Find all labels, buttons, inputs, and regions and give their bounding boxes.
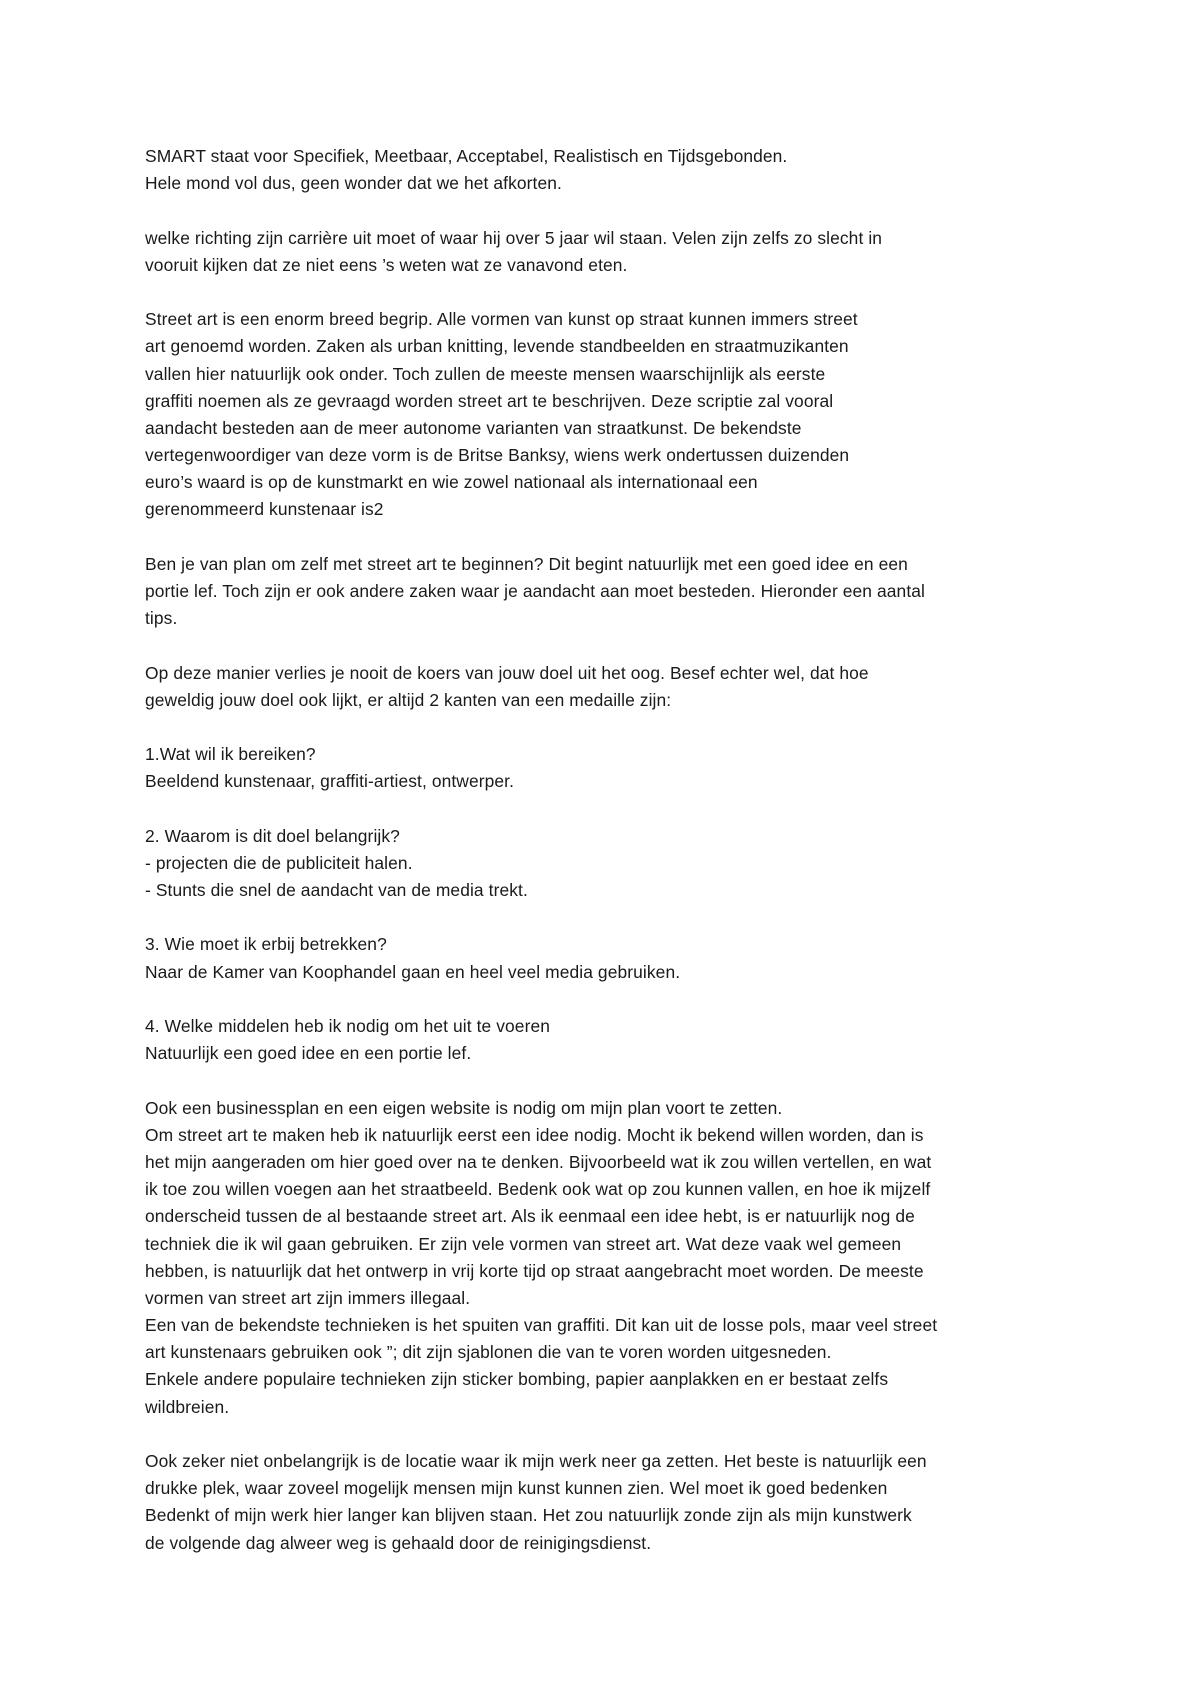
- text-line: art genoemd worden. Zaken als urban knitting, levende standbeelden en straatmuzikanten: [145, 336, 849, 357]
- paragraph: [145, 551, 1065, 633]
- text-line: 1.Wat wil ik bereiken?: [145, 744, 316, 765]
- text-line: Ben je van plan om zelf met street art te beginnen? Dit begint natuurlijk met een goed idee en een: [145, 553, 908, 574]
- text-line: Om street art te maken heb ik natuurlijk eerst een idee nodig. Mocht ik bekend willen worden, dan is: [145, 1124, 924, 1145]
- text-line: vormen van street art zijn immers illegaal.: [145, 1287, 471, 1308]
- text-line: Ook een businessplan en een eigen website is nodig om mijn plan voort te zetten.: [145, 1097, 783, 1118]
- paragraph: [145, 660, 1065, 714]
- paragraph-gap: [145, 1421, 1065, 1448]
- paragraph: [145, 1095, 1065, 1421]
- paragraph: [145, 931, 1065, 985]
- paragraph: [145, 1448, 1065, 1557]
- text-line: geweldig jouw doel ook lijkt, er altijd 2 kanten van een medaille zijn:: [145, 689, 672, 710]
- paragraph-gap: [145, 632, 1065, 659]
- text-line: wildbreien.: [145, 1396, 230, 1417]
- text-line: onderscheid tussen de al bestaande street art. Als ik eenmaal een idee hebt, is er natuurlijk nog de: [145, 1206, 915, 1227]
- paragraph: [145, 741, 1065, 795]
- paragraph-gap: [145, 986, 1065, 1013]
- paragraph-gap: [145, 1067, 1065, 1094]
- paragraph-gap: [145, 714, 1065, 741]
- paragraph-gap: [145, 279, 1065, 306]
- text-line: 4. Welke middelen heb ik nodig om het uit te voeren: [145, 1016, 550, 1036]
- paragraph: [145, 1013, 1065, 1067]
- text-line: vallen hier natuurlijk ook onder. Toch zullen de meeste mensen waarschijnlijk als eerste: [145, 363, 826, 384]
- document-body: [145, 143, 1065, 1557]
- text-line: Een van de bekendste technieken is het spuiten van graffiti. Dit kan uit de losse pols, maar veel street: [145, 1315, 938, 1336]
- paragraph-gap: [145, 197, 1065, 224]
- text-line: gerenommeerd kunstenaar is2: [145, 499, 384, 520]
- paragraph-gap: [145, 796, 1065, 823]
- text-line: Ook zeker niet onbelangrijk is de locatie waar ik mijn werk neer ga zetten. Het beste is natuurlijk een: [145, 1451, 927, 1471]
- text-line: 3. Wie moet ik erbij betrekken?: [145, 934, 387, 955]
- text-line: aandacht besteden aan de meer autonome varianten van straatkunst. De bekendste: [145, 417, 802, 438]
- text-line: - Stunts die snel de aandacht van de media trekt.: [145, 880, 528, 901]
- text-line: de volgende dag alweer weg is gehaald door de reinigingsdienst.: [145, 1532, 652, 1553]
- paragraph: [145, 225, 1065, 279]
- text-line: - projecten die de publiciteit halen.: [145, 852, 413, 873]
- text-line: ik toe zou willen voegen aan het straatbeeld. Bedenk ook wat op zou kunnen vallen, en hoe ik mijzelf: [145, 1179, 931, 1200]
- paragraph: [145, 143, 1065, 197]
- text-line: Op deze manier verlies je nooit de koers van jouw doel uit het oog. Besef echter wel, dat hoe: [145, 662, 869, 683]
- text-line: vooruit kijken dat ze niet eens ’s weten wat ze vanavond eten.: [145, 254, 628, 275]
- text-line: art kunstenaars gebruiken ook ”; dit zijn sjablonen die van te voren worden uitgesneden.: [145, 1342, 832, 1363]
- text-line: Natuurlijk een goed idee en een portie lef.: [145, 1043, 472, 1064]
- text-line: Street art is een enorm breed begrip. Alle vormen van kunst op straat kunnen immers street: [145, 309, 858, 330]
- text-line: Hele mond vol dus, geen wonder dat we het afkorten.: [145, 173, 562, 194]
- text-line: graffiti noemen als ze gevraagd worden street art te beschrijven. Deze scriptie zal vooral: [145, 390, 834, 411]
- text-line: vertegenwoordiger van deze vorm is de Britse Banksy, wiens werk ondertussen duizenden: [145, 445, 850, 466]
- text-line: Enkele andere populaire technieken zijn sticker bombing, papier aanplakken en er bestaat zelfs: [145, 1369, 889, 1390]
- text-line: drukke plek, waar zoveel mogelijk mensen mijn kunst kunnen zien. Wel moet ik goed bedenken: [145, 1478, 888, 1499]
- paragraph: [145, 306, 1065, 524]
- paragraph: [145, 823, 1065, 905]
- text-line: portie lef. Toch zijn er ook andere zaken waar je aandacht aan moet besteden. Hieronder een aantal: [145, 581, 925, 601]
- text-line: het mijn aangeraden om hier goed over na te denken. Bijvoorbeeld wat ik zou willen vertellen, en wat: [145, 1151, 932, 1172]
- text-line: SMART staat voor Specifiek, Meetbaar, Acceptabel, Realistisch en Tijdsgebonden.: [145, 146, 788, 166]
- text-line: Beeldend kunstenaar, graffiti-artiest, ontwerper.: [145, 771, 515, 792]
- text-line: welke richting zijn carrière uit moet of waar hij over 5 jaar wil staan. Velen zijn zelfs zo slecht in: [145, 227, 883, 248]
- paragraph-gap: [145, 904, 1065, 931]
- paragraph-gap: [145, 524, 1065, 551]
- text-line: 2. Waarom is dit doel belangrijk?: [145, 825, 400, 846]
- text-line: tips.: [145, 608, 178, 629]
- text-line: hebben, is natuurlijk dat het ontwerp in vrij korte tijd op straat aangebracht moet worden. De meeste: [145, 1260, 924, 1281]
- text-line: techniek die ik wil gaan gebruiken. Er zijn vele vormen van street art. Wat deze vaak wel gemeen: [145, 1233, 902, 1254]
- text-line: euro’s waard is op de kunstmarkt en wie zowel nationaal als internationaal een: [145, 472, 758, 493]
- text-line: Naar de Kamer van Koophandel gaan en heel veel media gebruiken.: [145, 961, 681, 982]
- text-line: Bedenkt of mijn werk hier langer kan blijven staan. Het zou natuurlijk zonde zijn als mijn kunstwerk: [145, 1505, 912, 1526]
